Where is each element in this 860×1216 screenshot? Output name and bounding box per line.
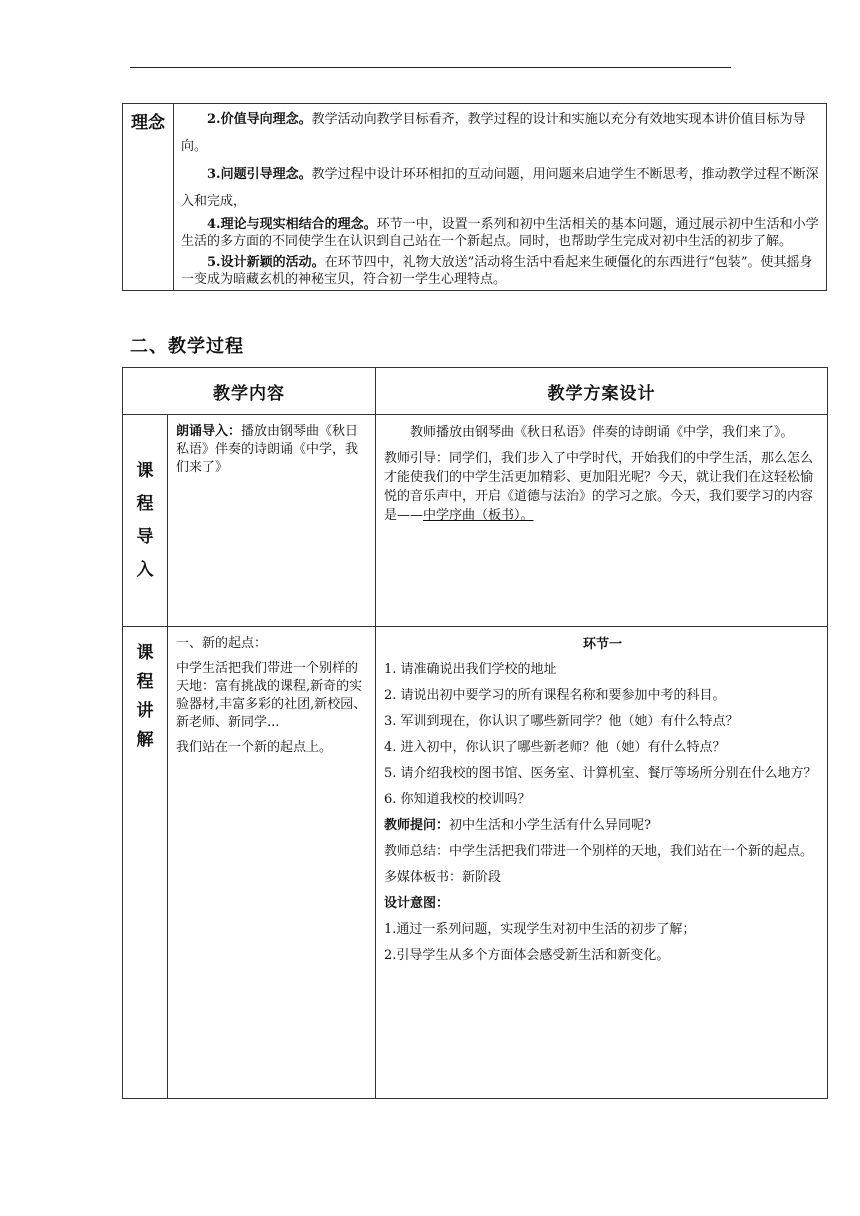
intro-content-title: 朗诵导入： (176, 424, 242, 439)
concept-item (181, 216, 819, 250)
row-label-char: 课 (136, 643, 154, 663)
intro-design-p2 (384, 449, 821, 525)
lecture-content-p2: 中学生活把我们带进一个别样的天地：富有挑战的课程,新奇的实验器材,丰富多彩的社团,新校园、新老师、新同学... (176, 661, 367, 730)
stage-title: 环节一 (582, 637, 622, 652)
intro-design-cell (376, 415, 828, 627)
lecture-content-p3: 我们站在一个新的起点上。 (176, 740, 333, 755)
header-content: 教学内容 (123, 368, 376, 415)
row-label-char: 讲 (136, 701, 154, 721)
concept-table (122, 103, 827, 291)
concept-item-text: 教学过程中设计环环相扣的互动问题，用问题来启迪学生不断思考，推动教学过程不断深入和完成， (181, 167, 819, 209)
lecture-design-cell (376, 627, 828, 1099)
header-rule (130, 67, 731, 68)
lecture-content-cell (168, 627, 376, 1099)
row-label-intro (123, 415, 168, 627)
teacher-question-text: 初中生活和小学生活有什么异同呢? (449, 818, 651, 833)
concept-item-title: 5.设计新颖的活动。 (207, 255, 325, 270)
question-item: 6. 你知道我校的校训吗？ (384, 792, 531, 807)
concept-item-title: 3.问题引导理念。 (207, 167, 312, 182)
process-table (122, 367, 828, 1099)
question-item: 5. 请介绍我校的图书馆、医务室、计算机室、餐厅等场所分别在什么地方？ (384, 766, 817, 781)
intro-design-p1: 教师播放由钢琴曲《秋日私语》伴奏的诗朗诵《中学，我们来了》。 (410, 425, 794, 440)
intro-content-text: 播放由钢琴曲《秋日私语》伴奏的诗朗诵《中学，我们来了》 (176, 424, 359, 475)
question-item: 1. 请准确说出我们学校的地址 (384, 662, 557, 677)
section-title: 二、教学过程 (130, 336, 244, 357)
teacher-question (384, 816, 821, 835)
board-note: 中学序曲（板书）。 (423, 508, 534, 523)
concept-item-text: 环节一中，设置一系列和初中生活相关的基本问题，通过展示初中生活和小学生活的多方面的不同使学生在认识到自己站在一个新起点。同时，也帮助学生完成对初中生活的初步了解。 (181, 217, 819, 249)
concept-body (174, 104, 827, 291)
concept-label: 理念 (123, 104, 174, 291)
concept-item-text: 教学活动向教学目标看齐，教学过程的设计和实施以充分有效地实现本讲价值目标为导向。 (181, 112, 806, 154)
row-label-lecture (123, 627, 168, 1099)
question-item: 4. 进入初中，你认识了哪些新老师？他（她）有什么特点？ (384, 740, 726, 755)
row-label-char: 导 (136, 526, 154, 547)
teacher-question-label: 教师提问： (384, 818, 450, 833)
teacher-summary: 教师总结：中学生活把我们带进一个别样的天地，我们站在一个新的起点。 (384, 844, 814, 859)
concept-item (181, 106, 819, 160)
concept-item-title: 4.理论与现实相结合的理念。 (207, 217, 377, 232)
intro-design-p2-text: 教师引导：同学们，我们步入了中学时代，开始我们的中学生活，那么怎么才能使我们的中学生活更加精彩、更加阳光呢？今天，就让我们在这轻松愉悦的音乐声中，开启《道德与法治》的学习之旅。今天，我们要学习的内容是—— (384, 451, 814, 523)
row-label-char: 程 (136, 493, 154, 514)
design-intent-item: 2.引导学生从多个方面体会感受新生活和新变化。 (384, 948, 670, 963)
design-intent-item: 1.通过一系列问题，实现学生对初中生活的初步了解； (384, 922, 696, 937)
row-label-char: 入 (136, 559, 154, 580)
design-intent-label: 设计意图： (384, 896, 450, 911)
concept-item-title: 2.价值导向理念。 (207, 112, 312, 127)
concept-item (181, 254, 819, 288)
row-label-char: 解 (136, 730, 154, 750)
row-label-char: 程 (136, 672, 154, 692)
multimedia-board: 多媒体板书：新阶段 (384, 870, 502, 885)
lecture-content-p1: 一、新的起点： (176, 636, 268, 651)
concept-item (181, 161, 819, 215)
header-design: 教学方案设计 (376, 368, 828, 415)
intro-content (176, 423, 369, 477)
question-item: 3. 军训到现在，你认识了哪些新同学？他（她）有什么特点？ (384, 714, 739, 729)
row-label-text (123, 455, 167, 587)
intro-content-cell (168, 415, 376, 627)
row-label-text (123, 639, 167, 755)
question-item: 2. 请说出初中要学习的所有课程名称和要参加中考的科目。 (384, 688, 726, 703)
row-label-char: 课 (136, 460, 154, 481)
design-intent-title (384, 894, 821, 913)
concept-item-text: 在环节四中，礼物大放送”活动将生活中看起来生硬僵化的东西进行“包装”。使其摇身一变成为暗藏玄机的神秘宝贝，符合初一学生心理特点。 (181, 255, 813, 287)
